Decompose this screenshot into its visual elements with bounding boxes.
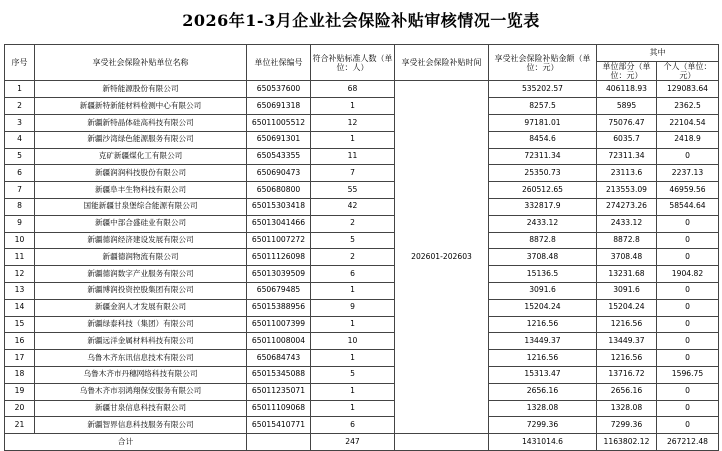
- cell-unit-part: 13716.72: [597, 366, 657, 383]
- cell-social-code: 65015345088: [247, 366, 311, 383]
- table-row: [5, 366, 719, 383]
- cell-persons: 2: [311, 249, 395, 266]
- cell-social-code: 650690473: [247, 165, 311, 182]
- cell-seq: 2: [5, 98, 35, 115]
- table-row: [5, 333, 719, 350]
- cell-personal-part: 2418.9: [657, 131, 719, 148]
- cell-amount: 332817.9: [489, 198, 597, 215]
- cell-unit-name: 新特能源股份有限公司: [35, 81, 247, 98]
- table-row: [5, 282, 719, 299]
- cell-amount: 3091.6: [489, 282, 597, 299]
- cell-social-code: 65011007399: [247, 316, 311, 333]
- cell-persons: 1: [311, 400, 395, 417]
- header-of-which: 其中: [597, 45, 719, 62]
- cell-unit-name: 新疆德润数字产业服务有限公司: [35, 266, 247, 283]
- cell-unit-part: 13449.37: [597, 333, 657, 350]
- cell-unit-part: 2656.16: [597, 383, 657, 400]
- cell-persons: 1: [311, 316, 395, 333]
- cell-unit-part: 7299.36: [597, 417, 657, 434]
- table-row: [5, 81, 719, 98]
- table-row: [5, 148, 719, 165]
- cell-social-code: 65011235071: [247, 383, 311, 400]
- cell-amount: 15313.47: [489, 366, 597, 383]
- cell-amount: 8454.6: [489, 131, 597, 148]
- cell-unit-part: 2433.12: [597, 215, 657, 232]
- cell-amount: 1216.56: [489, 350, 597, 367]
- cell-personal-part: 0: [657, 232, 719, 249]
- cell-personal-part: 0: [657, 299, 719, 316]
- cell-seq: 18: [5, 366, 35, 383]
- cell-social-code: 650691318: [247, 98, 311, 115]
- cell-seq: 13: [5, 282, 35, 299]
- cell-unit-part: 75076.47: [597, 114, 657, 131]
- header-persons: 符合补贴标准人数（单位：人）: [311, 45, 395, 81]
- cell-unit-part: 3708.48: [597, 249, 657, 266]
- cell-unit-name: 乌鲁木齐市丹穗网络科技有限公司: [35, 366, 247, 383]
- cell-amount: 2433.12: [489, 215, 597, 232]
- cell-unit-part: 1216.56: [597, 316, 657, 333]
- table-header: [5, 45, 719, 81]
- cell-seq: 14: [5, 299, 35, 316]
- cell-unit-name: 新疆甘泉信息科技有限公司: [35, 400, 247, 417]
- cell-unit-name: 新疆远洋金属材料科技有限公司: [35, 333, 247, 350]
- cell-amount: 1216.56: [489, 316, 597, 333]
- cell-seq: 7: [5, 182, 35, 199]
- table-row: [5, 198, 719, 215]
- cell-seq: 20: [5, 400, 35, 417]
- cell-unit-name: 新疆新特晶体硅高科技有限公司: [35, 114, 247, 131]
- cell-period: 202601-202603: [395, 81, 489, 434]
- cell-social-code: 65013039509: [247, 266, 311, 283]
- cell-seq: 12: [5, 266, 35, 283]
- cell-social-code: 650680800: [247, 182, 311, 199]
- cell-personal-part: 58544.64: [657, 198, 719, 215]
- cell-unit-name: 新疆智界信息科技服务有限公司: [35, 417, 247, 434]
- cell-unit-part: 1216.56: [597, 350, 657, 367]
- cell-social-code: 65013041466: [247, 215, 311, 232]
- cell-unit-name: 乌鲁木齐东讯信息技术有限公司: [35, 350, 247, 367]
- cell-personal-part: 0: [657, 148, 719, 165]
- cell-amount: 260512.65: [489, 182, 597, 199]
- cell-seq: 16: [5, 333, 35, 350]
- total-amount: 1431014.6: [489, 434, 597, 451]
- cell-unit-part: 6035.7: [597, 131, 657, 148]
- cell-personal-part: 2362.5: [657, 98, 719, 115]
- total-unit-part: 1163802.12: [597, 434, 657, 451]
- cell-unit-part: 406118.93: [597, 81, 657, 98]
- cell-seq: 21: [5, 417, 35, 434]
- cell-social-code: 65015303418: [247, 198, 311, 215]
- table-row: [5, 299, 719, 316]
- cell-seq: 15: [5, 316, 35, 333]
- cell-social-code: 650684743: [247, 350, 311, 367]
- cell-social-code: 65011126098: [247, 249, 311, 266]
- cell-personal-part: 0: [657, 333, 719, 350]
- table-row: [5, 215, 719, 232]
- header-unit-name: 享受社会保险补贴单位名称: [35, 45, 247, 81]
- cell-unit-part: 5895: [597, 98, 657, 115]
- cell-unit-part: 274273.26: [597, 198, 657, 215]
- cell-amount: 2656.16: [489, 383, 597, 400]
- cell-personal-part: 0: [657, 350, 719, 367]
- cell-seq: 5: [5, 148, 35, 165]
- cell-persons: 1: [311, 131, 395, 148]
- cell-seq: 4: [5, 131, 35, 148]
- cell-persons: 9: [311, 299, 395, 316]
- table-row: [5, 232, 719, 249]
- cell-personal-part: 1596.75: [657, 366, 719, 383]
- table-row: [5, 417, 719, 434]
- cell-unit-part: 72311.34: [597, 148, 657, 165]
- cell-unit-part: 13231.68: [597, 266, 657, 283]
- cell-personal-part: 22104.54: [657, 114, 719, 131]
- cell-social-code: 65015410771: [247, 417, 311, 434]
- cell-seq: 6: [5, 165, 35, 182]
- cell-unit-part: 213553.09: [597, 182, 657, 199]
- cell-personal-part: 0: [657, 316, 719, 333]
- cell-unit-name: 新疆德润物流有限公司: [35, 249, 247, 266]
- cell-unit-name: 乌鲁木齐市羽鸿翔保安服务有限公司: [35, 383, 247, 400]
- cell-seq: 9: [5, 215, 35, 232]
- cell-personal-part: 0: [657, 282, 719, 299]
- table-row: [5, 266, 719, 283]
- page-title: 2026年1-3月企业社会保险补贴审核情况一览表: [182, 11, 540, 30]
- cell-unit-name: 新疆绿泰科技（集团）有限公司: [35, 316, 247, 333]
- cell-personal-part: 129083.64: [657, 81, 719, 98]
- cell-unit-name: 新疆中部合盛硅业有限公司: [35, 215, 247, 232]
- cell-amount: 3708.48: [489, 249, 597, 266]
- cell-personal-part: 2237.13: [657, 165, 719, 182]
- cell-seq: 1: [5, 81, 35, 98]
- cell-seq: 19: [5, 383, 35, 400]
- table-row: [5, 400, 719, 417]
- total-label: 合计: [5, 434, 247, 451]
- cell-unit-name: 国能新疆甘泉堡综合能源有限公司: [35, 198, 247, 215]
- cell-unit-part: 23113.6: [597, 165, 657, 182]
- cell-persons: 6: [311, 417, 395, 434]
- header-social-code: 单位社保编号: [247, 45, 311, 81]
- cell-amount: 15204.24: [489, 299, 597, 316]
- cell-persons: 1: [311, 383, 395, 400]
- cell-amount: 15136.5: [489, 266, 597, 283]
- cell-social-code: 65011109068: [247, 400, 311, 417]
- cell-unit-name: 新疆润润科技股份有限公司: [35, 165, 247, 182]
- cell-amount: 8257.5: [489, 98, 597, 115]
- header-seq: 序号: [5, 45, 35, 81]
- table-row: [5, 316, 719, 333]
- header-unit-part: 单位部分（单位：元）: [597, 62, 657, 81]
- cell-social-code: 650537600: [247, 81, 311, 98]
- cell-personal-part: 46959.56: [657, 182, 719, 199]
- cell-amount: 7299.36: [489, 417, 597, 434]
- cell-persons: 5: [311, 366, 395, 383]
- table-row: [5, 249, 719, 266]
- cell-unit-name: 新疆沙湾绿色能源服务有限公司: [35, 131, 247, 148]
- cell-seq: 10: [5, 232, 35, 249]
- cell-social-code: 65011005512: [247, 114, 311, 131]
- header-period: 享受社会保险补贴时间: [395, 45, 489, 81]
- cell-unit-part: 15204.24: [597, 299, 657, 316]
- table-body: [5, 81, 719, 451]
- cell-amount: 1328.08: [489, 400, 597, 417]
- cell-seq: 11: [5, 249, 35, 266]
- cell-unit-part: 1328.08: [597, 400, 657, 417]
- cell-social-code: 65011007272: [247, 232, 311, 249]
- cell-amount: 72311.34: [489, 148, 597, 165]
- total-personal-part: 267212.48: [657, 434, 719, 451]
- cell-unit-name: 新疆新特新能材料检测中心有限公司: [35, 98, 247, 115]
- cell-personal-part: 0: [657, 249, 719, 266]
- table-row: [5, 350, 719, 367]
- table-row: [5, 383, 719, 400]
- cell-persons: 11: [311, 148, 395, 165]
- table-row: [5, 131, 719, 148]
- cell-personal-part: 0: [657, 417, 719, 434]
- subsidy-table: [4, 44, 719, 451]
- cell-persons: 6: [311, 266, 395, 283]
- cell-seq: 8: [5, 198, 35, 215]
- cell-unit-name: 新疆德润经济建设发展有限公司: [35, 232, 247, 249]
- cell-persons: 12: [311, 114, 395, 131]
- header-amount: 享受社会保险补贴金额（单位：元）: [489, 45, 597, 81]
- cell-social-code: 650543355: [247, 148, 311, 165]
- cell-persons: 1: [311, 282, 395, 299]
- cell-social-code: 65011008004: [247, 333, 311, 350]
- cell-personal-part: 0: [657, 400, 719, 417]
- cell-persons: 68: [311, 81, 395, 98]
- cell-amount: 535202.57: [489, 81, 597, 98]
- cell-amount: 97181.01: [489, 114, 597, 131]
- cell-unit-part: 8872.8: [597, 232, 657, 249]
- cell-persons: 1: [311, 98, 395, 115]
- cell-personal-part: 0: [657, 215, 719, 232]
- cell-unit-name: 新疆博润投资控股集团有限公司: [35, 282, 247, 299]
- cell-social-code: 65015388956: [247, 299, 311, 316]
- cell-seq: 3: [5, 114, 35, 131]
- table-row: [5, 165, 719, 182]
- cell-persons: 10: [311, 333, 395, 350]
- cell-amount: 25350.73: [489, 165, 597, 182]
- cell-unit-name: 新疆金润人才发展有限公司: [35, 299, 247, 316]
- cell-persons: 42: [311, 198, 395, 215]
- cell-persons: 1: [311, 350, 395, 367]
- cell-persons: 5: [311, 232, 395, 249]
- table-row: [5, 114, 719, 131]
- cell-unit-part: 3091.6: [597, 282, 657, 299]
- cell-persons: 2: [311, 215, 395, 232]
- cell-personal-part: 1904.82: [657, 266, 719, 283]
- cell-amount: 13449.37: [489, 333, 597, 350]
- cell-social-code: 650679485: [247, 282, 311, 299]
- total-persons: 247: [311, 434, 395, 451]
- cell-unit-name: 克矿新疆煤化工有限公司: [35, 148, 247, 165]
- cell-amount: 8872.8: [489, 232, 597, 249]
- cell-seq: 17: [5, 350, 35, 367]
- cell-unit-name: 新疆阜丰生物科技有限公司: [35, 182, 247, 199]
- cell-personal-part: 0: [657, 383, 719, 400]
- cell-persons: 55: [311, 182, 395, 199]
- table-row: [5, 182, 719, 199]
- cell-persons: 7: [311, 165, 395, 182]
- header-personal-part: 个人（单位：元）: [657, 62, 719, 81]
- table-row: [5, 98, 719, 115]
- cell-social-code: 650691301: [247, 131, 311, 148]
